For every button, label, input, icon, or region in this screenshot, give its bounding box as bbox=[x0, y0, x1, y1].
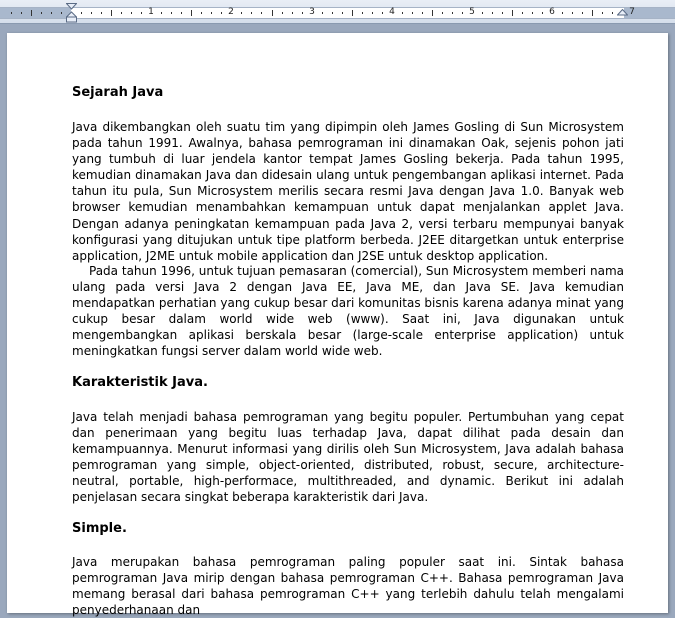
ruler-tick bbox=[51, 12, 52, 14]
document-page[interactable] bbox=[7, 33, 668, 618]
ruler-tick bbox=[502, 12, 503, 14]
ruler-tick bbox=[121, 12, 122, 14]
ruler-tick bbox=[372, 12, 373, 14]
ruler-number: 4 bbox=[389, 7, 395, 17]
ruler-tick bbox=[181, 12, 182, 14]
ruler-number: 3 bbox=[309, 7, 315, 17]
ruler-tick bbox=[41, 12, 42, 14]
ruler-tick bbox=[201, 12, 202, 14]
ruler-tick bbox=[61, 12, 62, 14]
ruler-tick bbox=[221, 12, 222, 14]
ruler-tick bbox=[342, 12, 343, 14]
ruler-tick bbox=[211, 12, 212, 14]
ruler-tick bbox=[462, 12, 463, 14]
heading-simple: Simple. bbox=[72, 521, 127, 536]
ruler-tick bbox=[272, 10, 273, 16]
ruler-tick bbox=[251, 12, 252, 14]
ruler-tick bbox=[332, 12, 333, 14]
ruler-scale bbox=[0, 7, 675, 19]
heading-sejarah-java: Sejarah Java bbox=[72, 85, 164, 100]
right-indent-marker-icon[interactable] bbox=[617, 9, 628, 21]
ruler-tick bbox=[191, 10, 192, 16]
ruler-tick bbox=[322, 12, 323, 14]
ruler-tick bbox=[131, 12, 132, 14]
paragraph: Java dikembangkan oleh suatu tim yang dipimpin oleh James Gosling di Sun Microsystem pada tahun 1991. Awalnya, bahasa pemrograman ini dinamakan Oak, sejenis pohon jati yang tumbuh di luar jendela kantor tempat James Gosling bekerja. Pada tahun 1995, kemudian dinamakan Java dan didesain ulang untuk pengembangan aplikasi internet. Pada tahun itu pula, Sun Microsystem merilis secara resmi Java dengan Java 1.0. Banyak web browser kemudian menambahkan kemampuan untuk dapat menjalankan applet Java. Dengan adanya peningkatan kemampuan pada Java 2, versi terbaru mempunyai banyak konfigurasi yang ditujukan untuk tipe platform berbeda. J2EE ditargetkan untuk enterprise application, J2ME untuk mobile application dan J2SE untuk desktop application. bbox=[72, 120, 624, 263]
ruler-tick bbox=[582, 12, 583, 14]
ruler-tick bbox=[241, 12, 242, 14]
ruler-tick bbox=[91, 12, 92, 14]
ruler-number: 7 bbox=[629, 7, 635, 17]
ruler-tick bbox=[31, 10, 32, 16]
ruler-tick bbox=[612, 12, 613, 14]
paragraph: Java merupakan bahasa pemrograman paling populer saat ini. Sintak bahasa pemrograman Java mirip dengan bahasa pemrograman C++. Bahasa pemrograman Java memang berasal dari bahasa pemrograman C++ yang terlebih dahulu telah mengalami penyederhanaan dan bbox=[72, 555, 624, 618]
ruler-tick bbox=[402, 12, 403, 14]
horizontal-ruler[interactable] bbox=[0, 0, 675, 24]
ruler-tick bbox=[532, 12, 533, 14]
ruler-number: 1 bbox=[148, 7, 154, 17]
ruler-number: 2 bbox=[228, 7, 234, 17]
ruler-tick bbox=[512, 10, 513, 16]
ruler-tick bbox=[412, 12, 413, 14]
ruler-tick bbox=[302, 12, 303, 14]
heading-karakteristik-java: Karakteristik Java. bbox=[72, 375, 208, 390]
ruler-tick bbox=[101, 12, 102, 14]
ruler-tick bbox=[141, 12, 142, 14]
ruler-tick bbox=[432, 10, 433, 16]
ruler-tick bbox=[562, 12, 563, 14]
ruler-tick bbox=[161, 12, 162, 14]
ruler-tick bbox=[11, 12, 12, 14]
ruler-tick bbox=[21, 12, 22, 14]
ruler-tick bbox=[492, 12, 493, 14]
ruler-tick bbox=[592, 10, 593, 16]
ruler-tick bbox=[422, 12, 423, 14]
ruler-tick bbox=[362, 12, 363, 14]
ruler-tick bbox=[482, 12, 483, 14]
ruler-tick bbox=[292, 12, 293, 14]
ruler-tick bbox=[602, 12, 603, 14]
ruler-tick bbox=[522, 12, 523, 14]
paragraph: Java telah menjadi bahasa pemrograman yang begitu populer. Pertumbuhan yang cepat dan penerimaan yang begitu luas terhadap Java, dapat dilihat pada desain dan kemampuannya. Menurut informasi yang dirilis oleh Sun Microsystem, Java adalah bahasa pemrograman yang simple, object-oriented, distributed, robust, secure, architecture-neutral, portable, high-performace, multithreaded, and dynamic. Berikut ini adalah penjelasan secara singkat beberapa karakteristik dari Java. bbox=[72, 410, 624, 505]
ruler-tick bbox=[352, 10, 353, 16]
ruler-number: 5 bbox=[469, 7, 475, 17]
paragraph: Pada tahun 1996, untuk tujuan pemasaran (comercial), Sun Microsystem memberi nama ulang pada versi Java 2 dengan Java EE, Java ME, dan Java SE. Java kemudian mendapatkan perhatian yang cukup besar dari komunitas bisnis karena adanya minat yang cukup besar dalam world wide web (www). Saat ini, Java digunakan untuk mengembangkan aplikasi berskala besar (large-scale enterprise application) untuk meningkatkan fungsi server dalam world wide web. bbox=[72, 264, 624, 359]
first-line-indent-marker-icon[interactable] bbox=[66, 3, 77, 23]
ruler-tick bbox=[452, 12, 453, 14]
ruler-tick bbox=[171, 12, 172, 14]
ruler-number: 6 bbox=[549, 7, 555, 17]
ruler-tick bbox=[261, 12, 262, 14]
ruler-tick bbox=[111, 10, 112, 16]
ruler-tick bbox=[542, 12, 543, 14]
ruler-tick bbox=[442, 12, 443, 14]
ruler-tick bbox=[572, 12, 573, 14]
ruler-tick bbox=[81, 12, 82, 14]
ruler-tick bbox=[382, 12, 383, 14]
ruler-tick bbox=[282, 12, 283, 14]
